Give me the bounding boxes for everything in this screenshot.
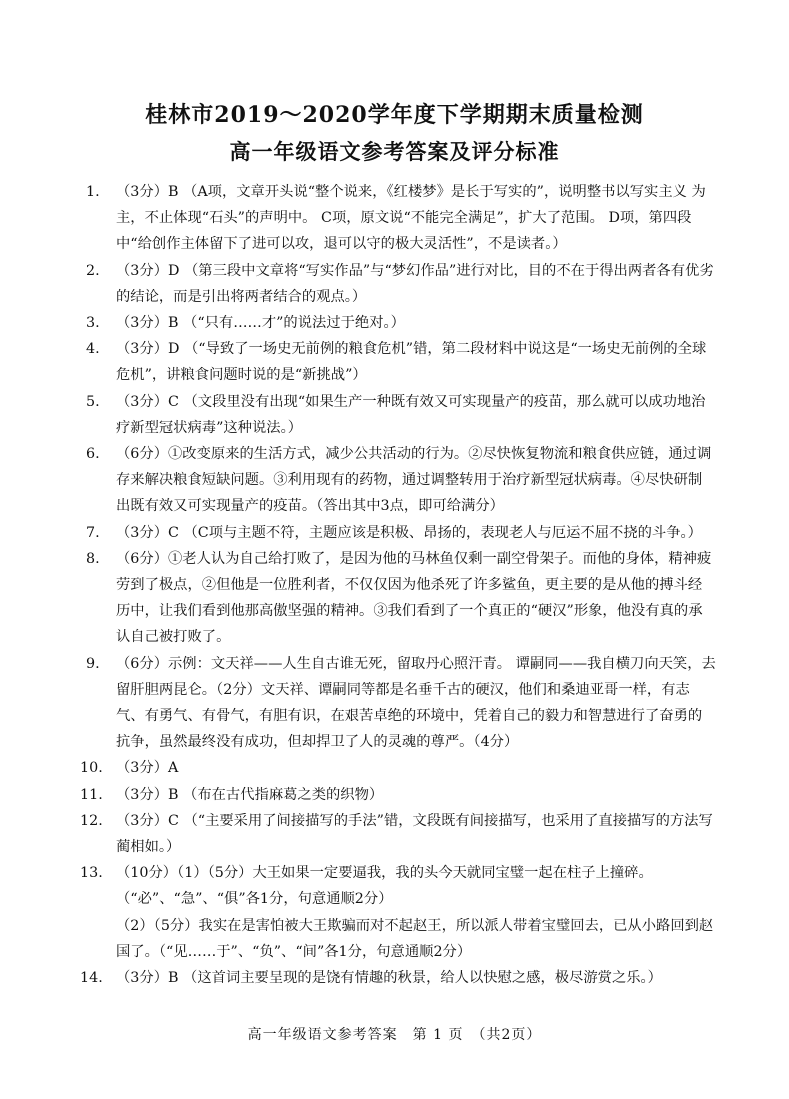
answer-item-1: 1. （3分）B （A项，文章开头说“整个说来，《红楼梦》是长于写实的”，说明整书以写实主义 为主，不止体现“石头”的声明中。 C项，原文说“不能完全满足”，扩大了范围。 D项，第四段中“给创作主体留下了进可以攻，退可以守的极大灵活性”，不是读者。）: [86, 184, 706, 253]
answer-text: （6分）①改变原来的生活方式，减少公共活动的行为。②尽快恢复物流和粮食供应链，通过调存来解决粮食短缺问题。③利用现有的药物，通过调整转用于治疗新型冠状病毒。④尽快研制出既有效又可实现量产的疫苗。（答出其中3点，即可给满分）: [116, 446, 712, 515]
page-title: 桂林市2019～2020学年度下学期期末质量检测: [145, 102, 644, 128]
answer-text: （3分）A: [116, 760, 179, 777]
answer-item-10: 10. （3分）A: [80, 760, 179, 777]
answer-item-12: 12. （3分）C （“主要采用了间接描写的手法”错，文段既有间接描写，也采用了直接描写的方法写蔺相如。）: [80, 812, 713, 856]
answer-text: （3分）B （A项，文章开头说“整个说来，《红楼梦》是长于写实的”，说明整书以写实主义 为主，不止体现“石头”的声明中。 C项，原文说“不能完全满足”，扩大了范围。 D项，第四段中“给创作主体留下了进可以攻，退可以守的极大灵活性”，不是读者。）: [116, 184, 706, 253]
answer-text: （3分）D （第三段中文章将“写实作品”与“梦幻作品”进行对比，目的不在于得出两者各有优劣的结论，而是引出将两者结合的观点。）: [116, 262, 714, 305]
answer-text: （3分）B （这首词主要呈现的是饶有情趣的秋景，给人以快慰之感，极尽游赏之乐。）: [116, 970, 662, 987]
page-footer: 高一年级语文参考答案 第 1 页 （共2页）: [247, 1027, 542, 1043]
answer-item-5: 5. （3分）C （文段里没有出现“如果生产一种既有效又可实现量产的疫苗，那么就可以成功地治疗新型冠状病毒”这种说法。）: [86, 393, 706, 436]
answer-text: （3分）D （“导致了一场史无前例的粮食危机”错，第二段材料中说这是“一场史无前例的全球危机”，讲粮食问题时说的是“新挑战”）: [116, 341, 707, 384]
answer-item-13: 13. （10分）（1）（5分）大王如果一定要逼我，我的头今天就同宝璧一起在柱子上撞碎。（“必”、“急”、“俱”各1分，句意通顺2分）: [80, 865, 653, 908]
answer-text: （6分）①老人认为自己给打败了，是因为他的马林鱼仅剩一副空骨架子。而他的身体，精神疲劳到了极点，②但他是一位胜利者，不仅仅因为他杀死了许多鲨鱼，更主要的是从他的搏斗经历中，让我们看到他那高傲坚强的精神。③我们看到了一个真正的“硬汉”形象，他没有真的承认自己被打败了。: [116, 550, 712, 646]
answer-list: [80, 179, 716, 991]
answer-item-2: 2. （3分）D （第三段中文章将“写实作品”与“梦幻作品”进行对比，目的不在于得出两者各有优劣的结论，而是引出将两者结合的观点。）: [86, 262, 714, 305]
page-subtitle: 高一年级语文参考答案及评分标准: [229, 139, 560, 164]
answer-item-14: 14. （3分）B （这首词主要呈现的是饶有情趣的秋景，给人以快慰之感，极尽游赏之乐。）: [80, 970, 662, 987]
answer-text: （3分）C （文段里没有出现“如果生产一种既有效又可实现量产的疫苗，那么就可以成功地治疗新型冠状病毒”这种说法。）: [116, 393, 706, 436]
answer-text: （6分）示例：文天祥——人生自古谁无死，留取丹心照汗青。 谭嗣同——我自横刀向天笑，去留肝胆两昆仑。（2分）文天祥、谭嗣同等都是名垂千古的硬汉，他们和桑迪亚哥一样，有志气、有勇气、有骨气，有胆有识，在艰苦卓绝的环境中，凭着自己的毅力和智慧进行了奋勇的抗争，虽然最终没有成功，但却捍卫了人的灵魂的尊严。（4分）: [116, 655, 716, 751]
answer-text: （3分）C （“主要采用了间接描写的手法”错，文段既有间接描写，也采用了直接描写的方法写蔺相如。）: [116, 812, 713, 856]
answer-item-7: 7. （3分）C （C项与主题不符，主题应该是积极、昂扬的，表现老人与厄运不屈不挠的斗争。）: [86, 524, 702, 541]
answer-item-13-part-2: （2）（5分）我实在是害怕被大王欺骗而对不起赵王，所以派人带着宝璧回去，已从小路回到赵国了。（“见……于”、“负”、“间”各1分，句意通顺2分）: [116, 917, 714, 960]
answer-text: （10分）（1）（5分）大王如果一定要逼我，我的头今天就同宝璧一起在柱子上撞碎。（“必”、“急”、“俱”各1分，句意通顺2分）: [116, 865, 653, 908]
answer-item-3: 3. （3分）B （“只有……才”的说法过于绝对。）: [86, 315, 405, 332]
answer-item-6: 6. （6分）①改变原来的生活方式，减少公共活动的行为。②尽快恢复物流和粮食供应链，通过调存来解决粮食短缺问题。③利用现有的药物，通过调整转用于治疗新型冠状病毒。④尽快研制出既有效又可实现量产的疫苗。（答出其中3点，即可给满分）: [86, 446, 712, 515]
answer-text: （3分）B （布在古代指麻葛之类的织物）: [116, 786, 384, 803]
answer-item-8: 8. （6分）①老人认为自己给打败了，是因为他的马林鱼仅剩一副空骨架子。而他的身体，精神疲劳到了极点，②但他是一位胜利者，不仅仅因为他杀死了许多鲨鱼，更主要的是从他的搏斗经历中，让我们看到他那高傲坚强的精神。③我们看到了一个真正的“硬汉”形象，他没有真的承认自己被打败了。: [86, 550, 712, 646]
answer-text: （3分）B （“只有……才”的说法过于绝对。）: [116, 315, 405, 332]
answer-item-4: 4. （3分）D （“导致了一场史无前例的粮食危机”错，第二段材料中说这是“一场史无前例的全球危机”，讲粮食问题时说的是“新挑战”）: [86, 341, 707, 384]
answer-text: （3分）C （C项与主题不符，主题应该是积极、昂扬的，表现老人与厄运不屈不挠的斗争。）: [116, 524, 702, 541]
answer-item-11: 11. （3分）B （布在古代指麻葛之类的织物）: [80, 786, 384, 803]
answer-item-9: 9. （6分）示例：文天祥——人生自古谁无死，留取丹心照汗青。 谭嗣同——我自横刀向天笑，去留肝胆两昆仑。（2分）文天祥、谭嗣同等都是名垂千古的硬汉，他们和桑迪亚哥一样，有志气、有勇气、有骨气，有胆有识，在艰苦卓绝的环境中，凭着自己的毅力和智慧进行了奋勇的抗争，虽然最终没有成功，但却捍卫了人的灵魂的尊严。（4分）: [86, 655, 716, 751]
